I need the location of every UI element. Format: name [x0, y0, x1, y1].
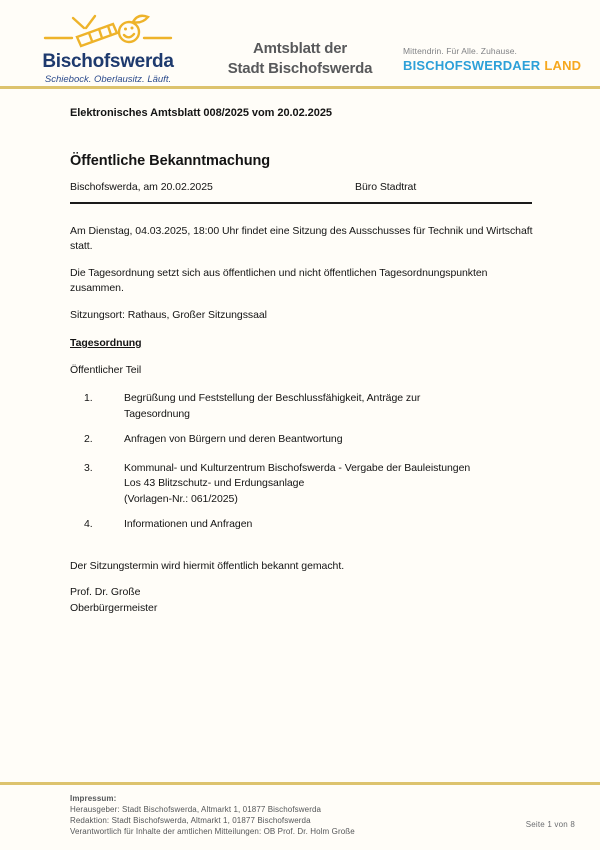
closing-statement: Der Sitzungstermin wird hiermit öffentlich bekannt gemacht. — [70, 559, 345, 572]
signature-name: Prof. Dr. Große — [70, 586, 141, 598]
region-brand-name — [403, 58, 593, 73]
signature-title: Oberbürgermeister — [70, 601, 158, 614]
masthead-title-line1: Amtsblatt der — [252, 40, 348, 57]
agenda-item-text — [124, 517, 252, 533]
paragraph-meeting-date — [70, 224, 548, 255]
paragraph-line: zusammen. — [70, 282, 124, 294]
imprint-line-responsible: Verantwortlich für Inhalte der amtlichen Mitteilungen: OB Prof. Dr. Holm Große — [70, 827, 355, 836]
agenda-title: Tagesordnung — [70, 337, 142, 349]
city-logo — [36, 12, 180, 85]
region-brand — [403, 46, 593, 73]
agenda-item-number: 1. — [84, 392, 93, 404]
dateline-office: Büro Stadtrat — [355, 180, 417, 193]
caterpillar-mascot-icon — [43, 12, 173, 50]
agenda-item-line: Anfragen von Bürgern und deren Beantwortung — [124, 433, 343, 445]
agenda-item-2 — [70, 432, 548, 448]
footer-divider — [0, 782, 600, 785]
agenda-item-number: 2. — [84, 433, 93, 445]
header-divider — [0, 86, 600, 89]
imprint-line-editor: Redaktion: Stadt Bischofswerda, Altmarkt 1, 01877 Bischofswerda — [70, 816, 311, 825]
agenda-item-line: Informationen und Anfragen — [124, 518, 253, 530]
agenda-item-3 — [70, 461, 548, 508]
logo-city-name: Bischofswerda — [42, 51, 174, 72]
masthead-title-line2: Stadt Bischofswerda — [227, 60, 373, 77]
agenda-item-line: (Vorlagen-Nr.: 061/2025) — [124, 492, 238, 505]
imprint-line-publisher: Herausgeber: Stadt Bischofswerda, Altmarkt 1, 01877 Bischofswerda — [70, 805, 322, 814]
agenda-item-text — [124, 461, 470, 508]
issue-line: Elektronisches Amtsblatt 008/2025 vom 20.02.2025 — [70, 107, 332, 119]
imprint — [70, 793, 490, 837]
page-number: Seite 1 von 8 — [525, 820, 575, 829]
agenda-item-text — [124, 432, 343, 448]
dateline — [70, 180, 548, 194]
paragraph-line: statt. — [70, 240, 93, 252]
paragraph-line: Die Tagesordnung setzt sich aus öffentlichen und nicht öffentlichen Tagesordnungspunkten — [70, 266, 488, 279]
dateline-place-date: Bischofswerda, am 20.02.2025 — [70, 180, 213, 193]
paragraph-agenda-info — [70, 266, 548, 297]
meeting-location: Sitzungsort: Rathaus, Großer Sitzungssaal — [70, 308, 267, 321]
agenda-item-number: 4. — [84, 518, 93, 530]
signature-block — [70, 585, 548, 616]
masthead — [0, 0, 600, 86]
region-brand-name-orange: LAND — [544, 58, 582, 73]
imprint-label: Impressum: — [70, 794, 117, 803]
paragraph-line: Am Dienstag, 04.03.2025, 18:00 Uhr findet eine Sitzung des Ausschusses für Technik und Wirtschaft — [70, 224, 533, 237]
agenda-item-number: 3. — [84, 461, 93, 474]
heading-divider — [70, 202, 532, 204]
document-body — [70, 98, 548, 616]
agenda-item-1 — [70, 391, 548, 422]
agenda-item-text — [124, 391, 420, 422]
agenda-item-4 — [70, 517, 548, 533]
document-heading: Öffentliche Bekanntmachung — [70, 152, 271, 169]
masthead-title — [195, 39, 405, 79]
agenda-section-label: Öffentlicher Teil — [70, 363, 142, 376]
region-brand-name-blue: BISCHOFSWERDAER — [403, 58, 541, 73]
agenda-item-line: Los 43 Blitzschutz- und Erdungsanlage — [124, 477, 305, 489]
agenda-item-line: Tagesordnung — [124, 407, 190, 420]
logo-tagline: Schiebock. Oberlausitz. Läuft. — [44, 74, 172, 85]
region-brand-slogan: Mittendrin. Für Alle. Zuhause. — [403, 46, 518, 56]
agenda-item-line: Kommunal- und Kulturzentrum Bischofswerda - Vergabe der Bauleistungen — [124, 461, 471, 474]
agenda-item-line: Begrüßung und Feststellung der Beschlussfähigkeit, Anträge zur — [124, 392, 421, 404]
